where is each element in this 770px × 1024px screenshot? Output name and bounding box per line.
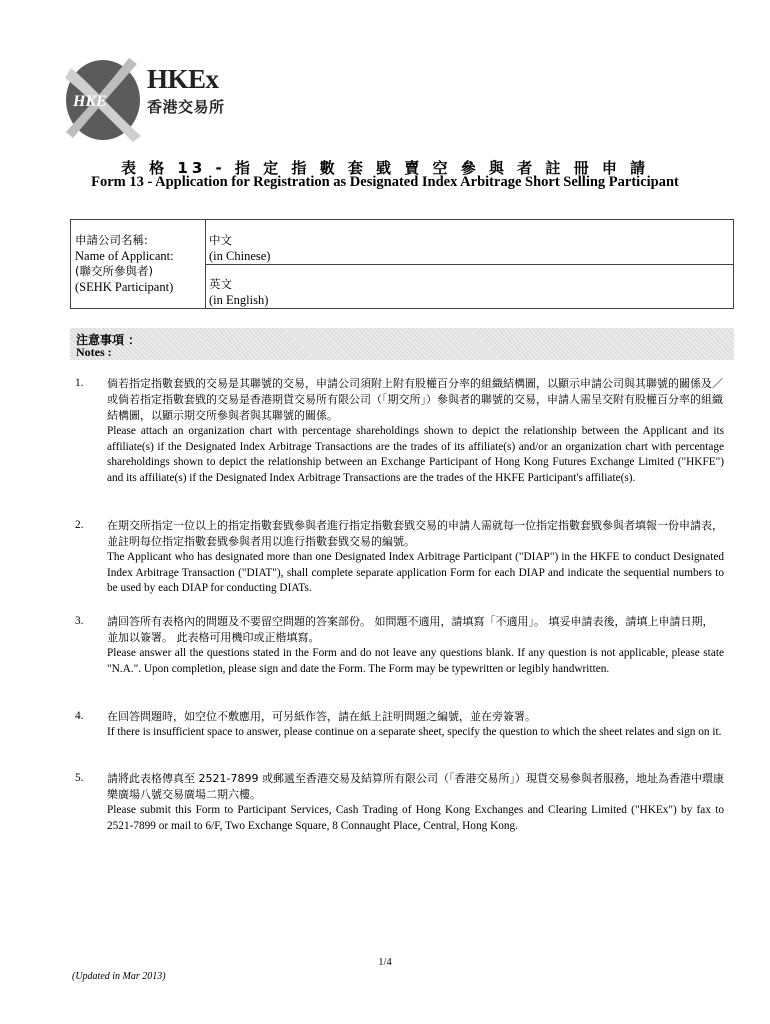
note-text-en: The Applicant who has designated more than one Designated Index Arbitrage Participant ("DIAP") in the HKFE to conduct Designated Index Arbitrage Transaction ("DIAT"), shall complete separate application Form for each DIAP and indicate the sequential numbers to be used by each DIAP for conducting DIATs. — [107, 551, 724, 595]
note-number: 2. — [75, 519, 84, 531]
sehk-label-zh: (聯交所參與者) — [75, 264, 153, 278]
note-text-en: Please answer all the questions stated in the Form and do not leave any questions blank. If any question is not applicable, please state "N.A.". Upon completion, please sign and date the Form. The Form may be typewritten or legibly handwritten. — [107, 647, 724, 675]
note-text-zh: 請將此表格傳真至 2521-7899 或郵遞至香港交易及結算所有限公司（「香港交易所」）現貨交易參與者服務，地址為香港中環康樂廣場八號交易廣場二期六樓。 — [107, 772, 724, 801]
applicant-label — [75, 233, 174, 295]
note-text-en: If there is insufficient space to answer, please continue on a separate sheet, specify the question to which the sheet relates and sign on it. — [107, 726, 722, 738]
note-number: 5. — [75, 772, 84, 784]
applicant-name-table — [70, 219, 734, 309]
note-number: 3. — [75, 615, 84, 627]
note-text-zh: 倘若指定指數套戥的交易是其聯號的交易，申請公司須附上附有股權百分率的組織結構圖，以顯示申請公司與其聯號的關係及／或倘若指定指數套戥的交易是香港期貨交易所有限公司（「期交所」）參與者的聯號的交易，申請人需呈交附有股權百分率的組織結構圖，以顯示期交所參與者與其聯號的關係。 — [107, 377, 723, 422]
notes-header-zh: 注意事項 ： — [76, 333, 141, 347]
logo-text-en: HKEx — [147, 64, 219, 94]
table-row-separator — [206, 264, 733, 265]
english-name-label-en: (in English) — [209, 292, 269, 307]
chinese-name-field[interactable] — [209, 233, 270, 264]
logo-text-zh: 香港交易所 — [147, 98, 225, 116]
sehk-label-en: (SEHK Participant) — [75, 279, 174, 294]
notes-header-en: Notes : — [76, 345, 112, 359]
page-number: 1/4 — [378, 957, 392, 968]
note-text-zh: 請回答所有表格內的問題及不要留空問題的答案部份。 如問題不適用，請填寫「不適用」。 填妥申請表後，請填上申請日期，並加以簽署。 此表格可用機印或正楷填寫。 — [107, 615, 714, 644]
note-text-zh: 在期交所指定一位以上的指定指數套戥參與者進行指定指數套戥交易的申請人需就每一位指定指數套戥參與者填報一份申請表，並註明每位指定指數套戥參與者用以進行指數套戥交易的編號。 — [107, 519, 723, 548]
english-name-label-zh: 英文 — [209, 277, 232, 291]
hkex-emblem-icon — [63, 56, 147, 144]
form-title-en: Form 13 - Application for Registration as Designated Index Arbitrage Short Selling Participant — [91, 174, 679, 190]
note-text-en: Please attach an organization chart with percentage shareholdings shown to depict the relationship between the Applicant and its affiliate(s) if the Designated Index Arbitrage Transactions are the trades of its affiliate(s) and/or an organization chart with percentage shareholdings shown to depict the relationship between an Exchange Participant of Hong Kong Futures Exchange Limited ("HKFE") and its affiliate(s) if the Designated Index Arbitrage Transactions are the trades of the HKFE Participant's affiliate(s). — [107, 425, 724, 484]
svg-text:HKE: HKE — [73, 93, 107, 110]
form-title-zh: 表 格 13 - 指 定 指 數 套 戥 賣 空 參 與 者 註 冊 申 請 — [120, 159, 650, 177]
updated-date: (Updated in Mar 2013) — [72, 971, 166, 982]
hkex-logo — [63, 56, 243, 144]
applicant-label-zh: 申請公司名稱: — [75, 233, 148, 247]
chinese-name-label-en: (in Chinese) — [209, 248, 271, 263]
notes-header — [70, 328, 734, 360]
english-name-field[interactable] — [209, 277, 268, 308]
note-text-en: Please submit this Form to Participant Services, Cash Trading of Hong Kong Exchanges and Clearing Limited ("HKEx") by fax to 2521-7899 or mail to 6/F, Two Exchange Square, 8 Connaught Place, Central, Hong Kong. — [107, 804, 724, 832]
chinese-name-label-zh: 中文 — [209, 233, 232, 247]
note-number: 1. — [75, 377, 84, 389]
note-number: 4. — [75, 710, 84, 722]
note-text-zh: 在回答問題時，如空位不敷應用，可另紙作答，請在紙上註明問題之編號，並在旁簽署。 — [107, 710, 536, 723]
applicant-label-en: Name of Applicant: — [75, 248, 174, 263]
